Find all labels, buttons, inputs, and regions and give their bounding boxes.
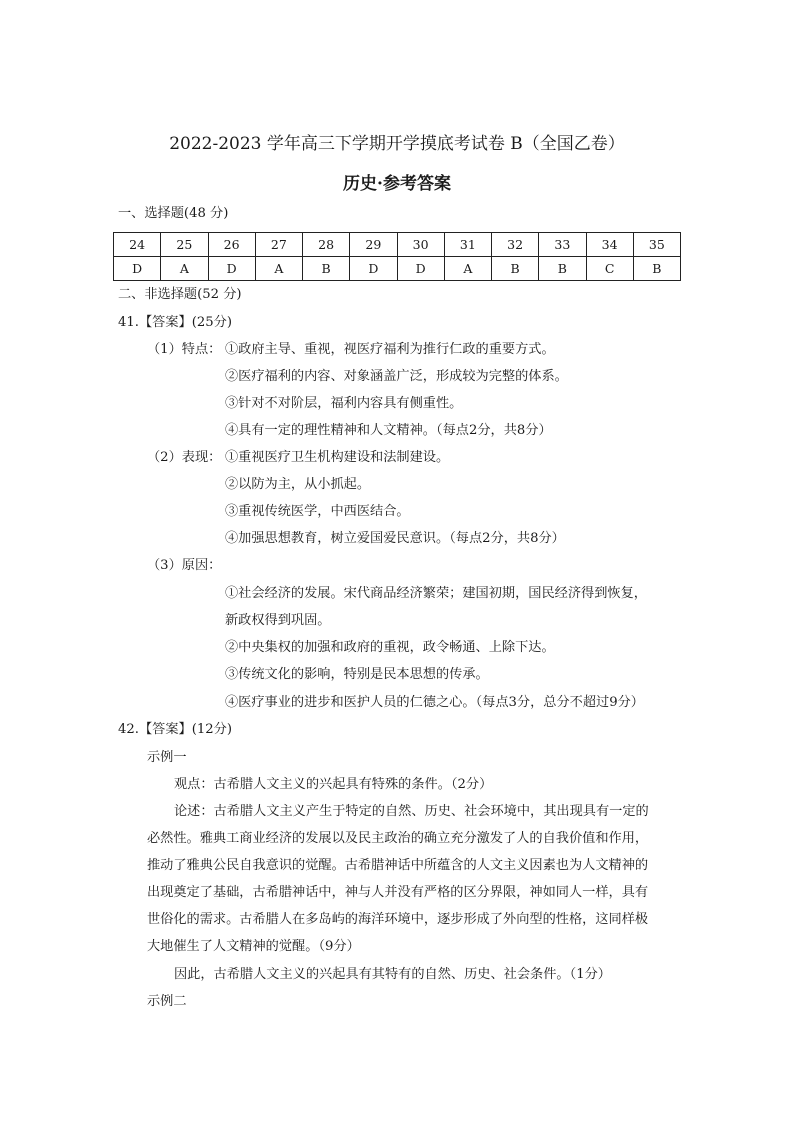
- question-number: 28: [303, 233, 350, 257]
- answer-cell: B: [633, 257, 680, 281]
- question-number: 35: [633, 233, 680, 257]
- question-number: 32: [492, 233, 539, 257]
- answer-table: [113, 232, 681, 281]
- answer-cell: A: [255, 257, 302, 281]
- answer-cell: B: [303, 257, 350, 281]
- answer-cell: D: [208, 257, 255, 281]
- question-number-row: [114, 233, 681, 257]
- q41-part2-item: ④加强思想教育，树立爱国爱民意识。（每点2分，共8分）: [225, 531, 565, 546]
- q41-part1-item: ③针对不对阶层，福利内容具有侧重性。: [225, 396, 463, 411]
- q41-part2-item: ③重视传统医学，中西医结合。: [225, 504, 410, 519]
- question-number: 24: [114, 233, 161, 257]
- page-title: 2022-2023 学年高三下学期开学摸底考试卷 B（全国乙卷）: [169, 134, 625, 154]
- question-number: 31: [444, 233, 491, 257]
- question-number: 34: [586, 233, 633, 257]
- example-two-heading: 示例二: [147, 994, 187, 1009]
- answer-row: [114, 257, 681, 281]
- q41-part3-item: ②中央集权的加强和政府的重视，政令畅通、上除下达。: [225, 640, 555, 655]
- q41-part3-item: ①社会经济的发展。宋代商品经济繁荣；建国初期，国民经济得到恢复，: [225, 586, 647, 601]
- q41-part2-item: ①重视医疗卫生机构建设和法制建设。: [225, 450, 450, 465]
- q41-part1-item: ④具有一定的理性精神和人文精神。（每点2分，共8分）: [225, 423, 552, 438]
- question-number: 30: [397, 233, 444, 257]
- q41-part3-item: ③传统文化的影响，特别是民本思想的传承。: [225, 667, 489, 682]
- question-number: 33: [539, 233, 586, 257]
- q41-part2-item: ②以防为主，从小抓起。: [225, 477, 371, 492]
- example-one-heading: 示例一: [147, 750, 187, 765]
- answer-cell: A: [161, 257, 208, 281]
- answer-cell: D: [114, 257, 161, 281]
- question-number: 26: [208, 233, 255, 257]
- q41-part1-item: ②医疗福利的内容、对象涵盖广泛，形成较为完整的体系。: [225, 369, 568, 384]
- q42-viewpoint: 观点：古希腊人文主义的兴起具有特殊的条件。（2分）: [174, 777, 493, 792]
- answer-cell: B: [492, 257, 539, 281]
- question-number: 27: [255, 233, 302, 257]
- q42-argument-line: 大地催生了人文精神的觉醒。（9分）: [147, 939, 360, 954]
- q41-part3-item: ④医疗事业的进步和医护人员的仁德之心。（每点3分，总分不超过9分）: [225, 695, 644, 710]
- q41-part2-label: （2）表现：: [147, 450, 222, 465]
- answer-cell: D: [350, 257, 397, 281]
- q42-argument-line: 必然性。雅典工商业经济的发展以及民主政治的确立充分激发了人的自我价值和作用，: [147, 831, 649, 846]
- section1-heading: 一、选择题(48 分): [118, 206, 229, 221]
- answer-cell: C: [586, 257, 633, 281]
- answer-cell: A: [444, 257, 491, 281]
- q41-label: 41.【答案】(25分): [118, 315, 232, 330]
- q42-argument-line: 出现奠定了基础，古希腊神话中，神与人并没有严格的区分界限，神如同人一样，具有: [147, 885, 649, 900]
- q42-conclusion: 因此，古希腊人文主义的兴起具有其特有的自然、历史、社会条件。（1分）: [174, 967, 611, 982]
- section2-heading: 二、非选择题(52 分): [118, 287, 242, 302]
- answer-cell: B: [539, 257, 586, 281]
- q41-part3-item: 新政权得到巩固。: [225, 613, 331, 628]
- page-subtitle: 历史·参考答案: [343, 174, 451, 194]
- question-number: 29: [350, 233, 397, 257]
- q41-part3-label: （3）原因：: [147, 558, 222, 573]
- q41-part1-item: ①政府主导、重视，视医疗福利为推行仁政的重要方式。: [225, 342, 555, 357]
- answer-cell: D: [397, 257, 444, 281]
- q42-argument-line: 推动了雅典公民自我意识的觉醒。古希腊神话中所蕴含的人文主义因素也为人文精神的: [147, 858, 649, 873]
- question-number: 25: [161, 233, 208, 257]
- q41-part1-label: （1）特点：: [147, 342, 222, 357]
- q42-label: 42.【答案】(12分): [118, 722, 232, 737]
- q42-argument-line: 世俗化的需求。古希腊人在多岛屿的海洋环境中，逐步形成了外向型的性格，这同样极: [147, 912, 649, 927]
- q42-argument-line: 论述：古希腊人文主义产生于特定的自然、历史、社会环境中，其出现具有一定的: [174, 804, 649, 819]
